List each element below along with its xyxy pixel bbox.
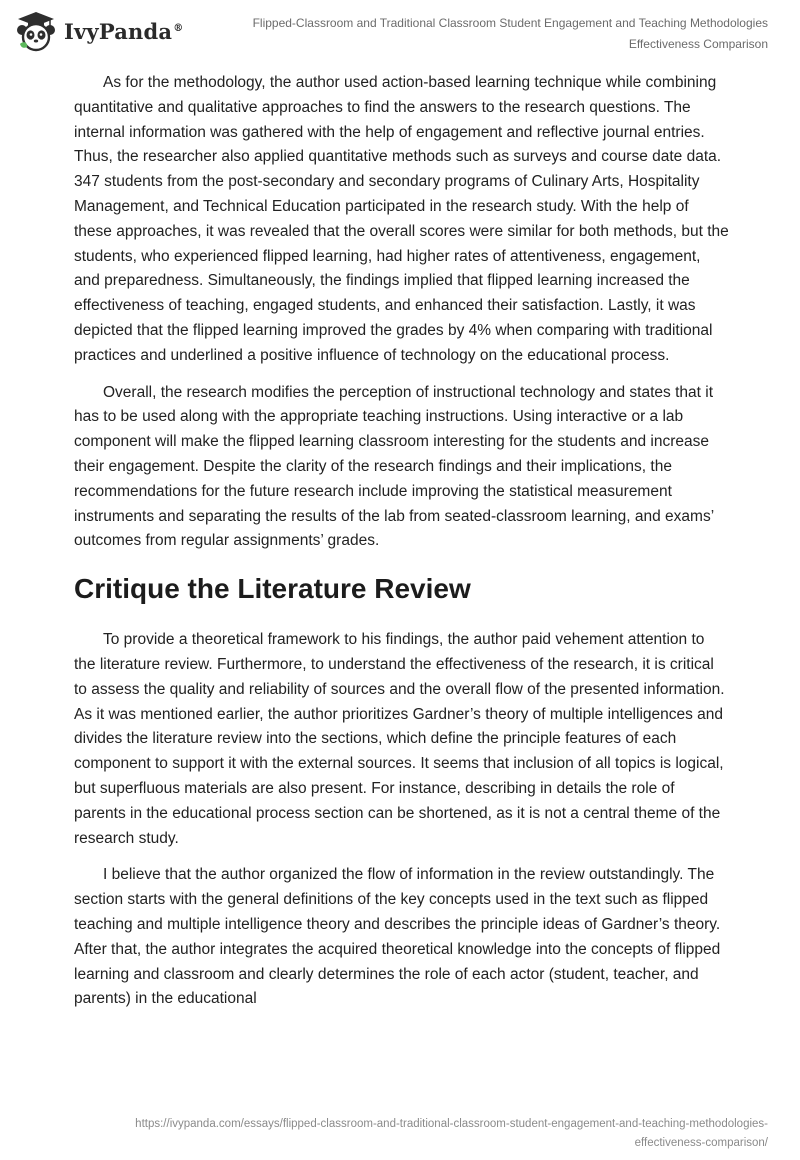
paragraph-theoretical-framework: To provide a theoretical framework to his findings, the author paid vehement attention to the literature review. Furthermore, to understand the effectiveness of the research, it is critical to assess the quality and reliability of sources and the overall flow of the presented information. As it was mentioned earlier, the author prioritizes Gardner’s theory of multiple intelligences and divides the literature review into the sections, which define the principle features of each component to support it with the external sources. It seems that inclusion of all topics is logical, but superfluous materials are also present. For instance, describing in details the role of parents in the educational process section can be shortened, as it is not a central theme of the research study. [74, 631, 725, 847]
source-url-line-2: effectiveness-comparison/ [634, 1137, 768, 1149]
brand-name: IvyPanda® [64, 18, 184, 44]
document-title-line-2: Effectiveness Comparison [628, 37, 768, 51]
paragraph-methodology: As for the methodology, the author used action-based learning technique while combining quantitative and qualitative approaches to find the answers to the research questions. The internal information was gathered with the help of engagement and reflective journal entries. Thus, the researcher also applied quantitative methods such as surveys and course date data. 347 students from the post-secondary and secondary programs of Culinary Arts, Hospitality Management, and Technical Education participated in the research study. With the help of these approaches, it was revealed that the overall scores were similar for both methods, but the students, who experienced flipped learning, had higher rates of attentiveness, engagement, and preparedness. Simultaneously, the findings implied that flipped learning increased the effectiveness of teaching, engaged students, and enhanced their satisfaction. Lastly, it was depicted that the flipped learning improved the grades by 4% when comparing with traditional practices and underlined a positive influence of technology on the educational process. [74, 74, 729, 364]
article-body [74, 71, 729, 1024]
panda-logo-icon [14, 10, 58, 52]
document-title-line-1: Flipped-Classroom and Traditional Classroom Student Engagement and Teaching Methodologies [252, 16, 768, 30]
paragraph-overall: Overall, the research modifies the perception of instructional technology and states that it has to be used along with the appropriate teaching instructions. Using interactive or a lab component will make the flipped learning classroom interesting for the students and increase their engagement. Despite the clarity of the research findings and their implications, the recommendations for the future research include improving the statistical measurement instruments and separating the results of the lab from seated-classroom learning, and exams’ outcomes from regular assignments’ grades. [74, 383, 714, 550]
document-title [208, 13, 768, 55]
section-heading: Critique the Literature Review [74, 573, 471, 605]
page-header [0, 0, 800, 62]
source-url-line-1: https://ivypanda.com/essays/flipped-classroom-and-traditional-classroom-student-engagement-and-teaching-methodologies- [135, 1118, 768, 1130]
paragraph-flow-of-information: I believe that the author organized the flow of information in the review outstandingly. The section starts with the general definitions of the key concepts used in the text such as flipped teaching and multiple intelligence theory and describes the principle ideas of Gardner’s theory. After that, the author integrates the acquired theoretical knowledge into the concepts of flipped learning and classroom and clearly determines the role of each actor (student, teacher, and parents) in the educational [74, 866, 721, 1008]
source-url[interactable] [48, 1115, 768, 1153]
brand-logo[interactable] [14, 10, 183, 52]
